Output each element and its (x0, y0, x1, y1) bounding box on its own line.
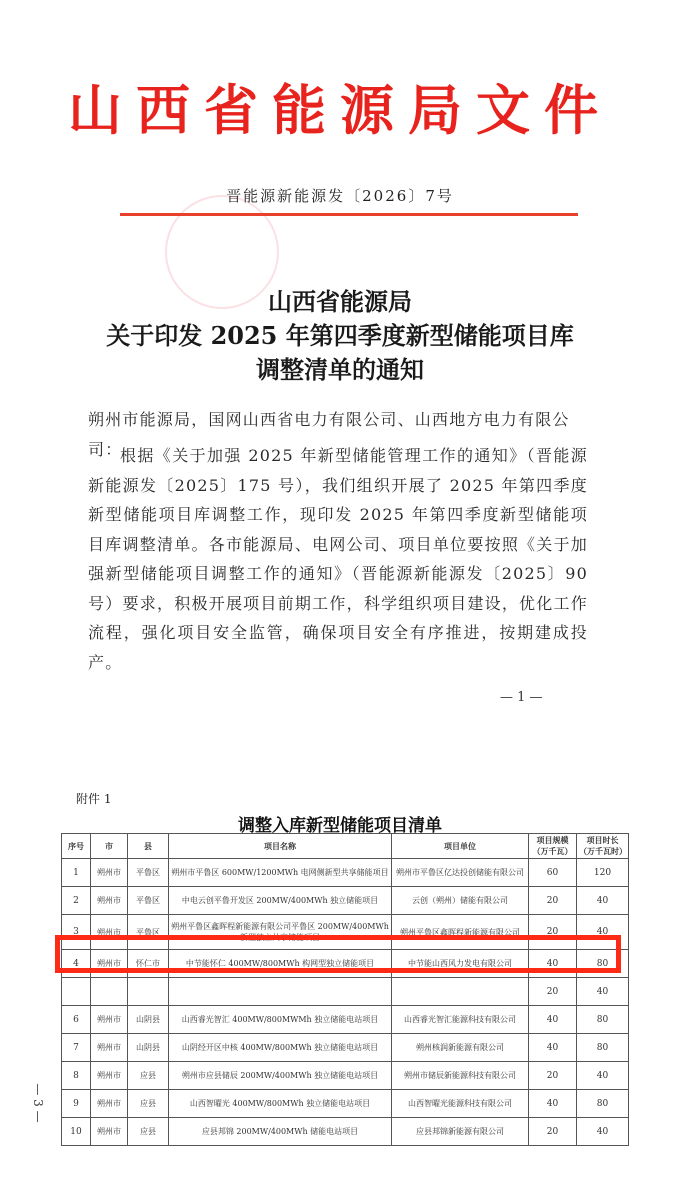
salutation: 朔州市能源局，国网山西省电力有限公司、山西地方电力有限公司： (88, 410, 570, 459)
table-row (62, 915, 629, 950)
cell-city: 朔州市 (91, 1006, 128, 1034)
title-line-1: 山西省能源局 (268, 287, 412, 316)
cell-project-unit: 应县邦锦新能源有限公司 (392, 1118, 529, 1146)
table-row (62, 1034, 629, 1062)
cell-seq: 4 (62, 950, 91, 978)
cell-seq: 6 (62, 1006, 91, 1034)
cell-scale: 40 (529, 1006, 577, 1034)
table-row (62, 1006, 629, 1034)
title-line-3: 调整清单的通知 (256, 355, 424, 384)
cell-duration: 80 (577, 1006, 629, 1034)
cell-project-name: 山西睿光智汇 400MW/800MWMh 独立储能电站项目 (169, 1006, 392, 1034)
body-paragraph: 根据《关于加强 2025 年新型储能管理工作的通知》（晋能源新能源发〔2025〕175 号），我们组织开展了 2025 年第四季度新型储能项目库调整工作，现印发 2025 年第四季度新型储能项目库调整清单。各市能源局、电网公司、项目单位要按照《关于加强新型储能项目调整工作的通知》（晋能源新能源发〔2025〕90 号）要求，积极开展项目前期工作，科学组织项目建设，优化工作流程，强化项目安全监管，确保项目安全有序推进，按期建成投产。 (88, 446, 588, 672)
cell-seq: 9 (62, 1090, 91, 1118)
cell-duration: 80 (577, 1090, 629, 1118)
document-number: 晋能源新能源发〔2026〕7号 (226, 187, 454, 205)
cell-city: 朔州市 (91, 950, 128, 978)
cell-seq: 8 (62, 1062, 91, 1090)
cell-scale: 20 (529, 978, 577, 1006)
project-table (61, 833, 629, 1146)
cell-project-unit: 朔州市储辰新能源科技有限公司 (392, 1062, 529, 1090)
cell-county: 平鲁区 (128, 887, 169, 915)
cell-scale: 20 (529, 1118, 577, 1146)
cell-duration: 40 (577, 1118, 629, 1146)
masthead-title: 山西省能源局文件 (68, 78, 612, 142)
cell-duration: 40 (577, 978, 629, 1006)
cell-seq: 3 (62, 915, 91, 950)
side-page-number: — 3 — (31, 1083, 45, 1123)
cell-county: 山阴县 (128, 1034, 169, 1062)
col-header-project-name: 项目名称 (169, 834, 392, 859)
cell-project-unit: 朔州平鲁区鑫晖程新能源有限公司 (392, 915, 529, 950)
table-row (62, 1062, 629, 1090)
cell-county: 应县 (128, 1118, 169, 1146)
cell-city: 朔州市 (91, 1034, 128, 1062)
cell-seq: 2 (62, 887, 91, 915)
table-title: 调整入库新型储能项目清单 (238, 816, 442, 836)
table-row (62, 1090, 629, 1118)
col-header-seq: 序号 (62, 834, 91, 859)
cell-duration: 80 (577, 1034, 629, 1062)
cell-scale: 20 (529, 887, 577, 915)
cell-city: 朔州市 (91, 1062, 128, 1090)
cell-scale: 40 (529, 1090, 577, 1118)
cell-duration: 80 (577, 950, 629, 978)
cell-county: 应县 (128, 1062, 169, 1090)
cell-project-unit: 云创（朔州）储能有限公司 (392, 887, 529, 915)
cell-project-name: 山阴经开区中核 400MW/800MWh 独立储能电站项目 (169, 1034, 392, 1062)
col-header-city: 市 (91, 834, 128, 859)
cell-project-name (169, 978, 392, 1006)
cell-scale: 20 (529, 1062, 577, 1090)
cell-county: 平鲁区 (128, 915, 169, 950)
page-number: — 1 — (500, 690, 543, 705)
cell-city: 朔州市 (91, 859, 128, 887)
table-row (62, 978, 629, 1006)
cell-duration: 40 (577, 1062, 629, 1090)
cell-duration: 120 (577, 859, 629, 887)
col-header-county: 县 (128, 834, 169, 859)
cell-project-unit: 山西睿光智汇能源科技有限公司 (392, 1006, 529, 1034)
cell-seq (62, 978, 91, 1006)
cell-project-name: 朔州平鲁区鑫晖程新能源有限公司平鲁区 200MW/400MWh 新型独立共享储能项目 (169, 915, 392, 950)
cell-project-unit: 朔州核润新能源有限公司 (392, 1034, 529, 1062)
red-divider-rule (120, 213, 578, 216)
cell-scale: 40 (529, 1034, 577, 1062)
cell-city: 朔州市 (91, 915, 128, 950)
cell-county (128, 978, 169, 1006)
cell-project-unit: 山西智曜光能源科技有限公司 (392, 1090, 529, 1118)
cell-seq: 1 (62, 859, 91, 887)
cell-seq: 10 (62, 1118, 91, 1146)
cell-duration: 40 (577, 887, 629, 915)
col-header-duration: 项目时长（万千瓦时） (577, 834, 629, 859)
cell-seq: 7 (62, 1034, 91, 1062)
cell-scale: 20 (529, 915, 577, 950)
cell-scale: 60 (529, 859, 577, 887)
cell-project-name: 应县邦锦 200MW/400MWh 储能电站项目 (169, 1118, 392, 1146)
cell-project-name: 朔州市平鲁区 600MW/1200MWh 电网侧新型共享储能项目 (169, 859, 392, 887)
cell-project-name: 山西智曜光 400MW/800MWh 独立储能电站项目 (169, 1090, 392, 1118)
col-header-scale: 项目规模（万千瓦） (529, 834, 577, 859)
table-row (62, 887, 629, 915)
cell-county: 平鲁区 (128, 859, 169, 887)
col-header-project-unit: 项目单位 (392, 834, 529, 859)
cell-scale: 40 (529, 950, 577, 978)
cell-project-unit: 朔州市平鲁区亿达投创储能有限公司 (392, 859, 529, 887)
cell-project-name: 中电云创平鲁开发区 200MW/400MWh 独立储能项目 (169, 887, 392, 915)
cell-project-unit: 中节能山西风力发电有限公司 (392, 950, 529, 978)
cell-city: 朔州市 (91, 1118, 128, 1146)
cell-duration: 40 (577, 915, 629, 950)
cell-city: 朔州市 (91, 887, 128, 915)
cell-city: 朔州市 (91, 1090, 128, 1118)
cell-county: 应县 (128, 1090, 169, 1118)
cell-project-name: 中节能怀仁 400MW/800MWh 构网型独立储能项目 (169, 950, 392, 978)
table-row (62, 1118, 629, 1146)
cell-project-name: 朔州市应县储辰 200MW/400MWh 独立储能电站项目 (169, 1062, 392, 1090)
cell-county: 怀仁市 (128, 950, 169, 978)
table-row (62, 950, 629, 978)
cell-project-unit (392, 978, 529, 1006)
attachment-label: 附件 1 (76, 792, 112, 806)
title-line-2: 关于印发 2025 年第四季度新型储能项目库 (106, 321, 574, 350)
table-row (62, 859, 629, 887)
table-header-row (62, 834, 629, 859)
cell-city (91, 978, 128, 1006)
cell-county: 山阴县 (128, 1006, 169, 1034)
